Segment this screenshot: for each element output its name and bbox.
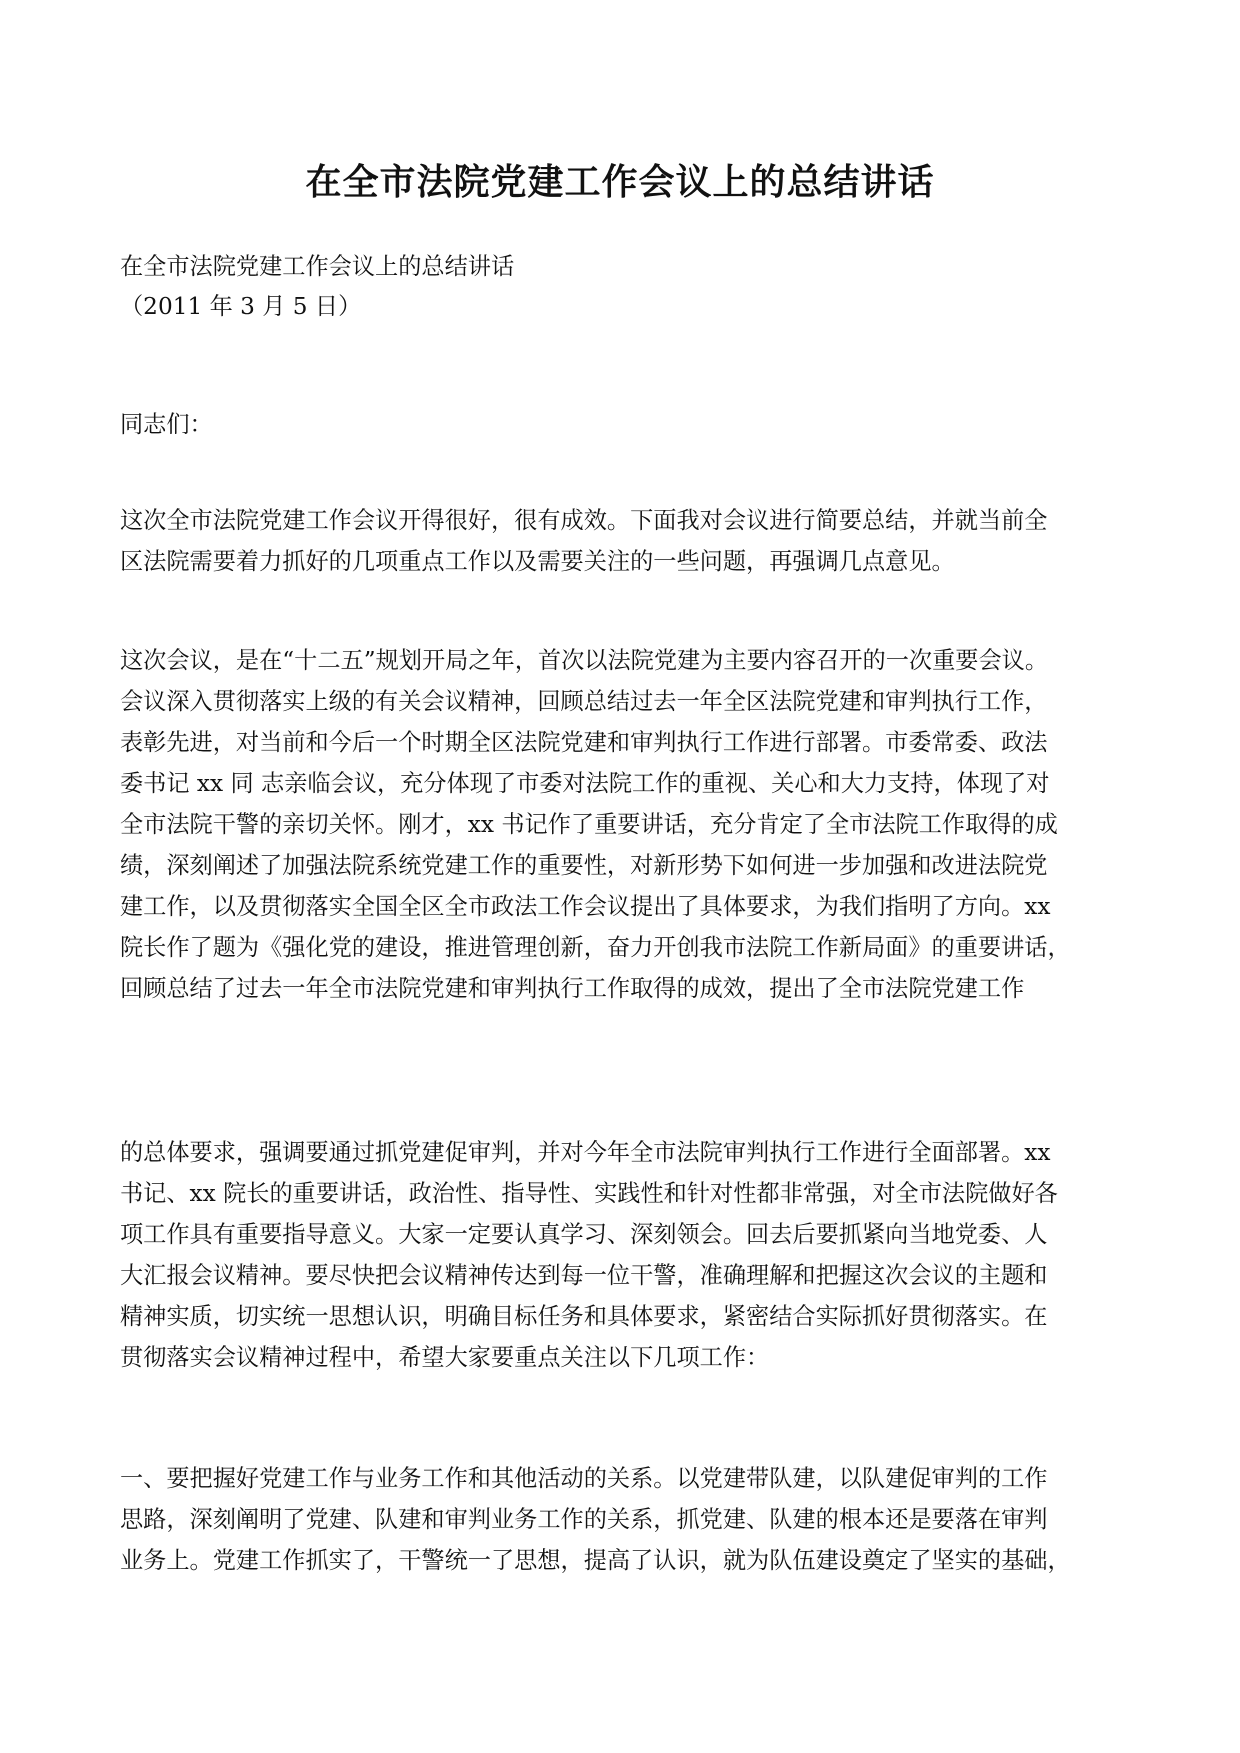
paragraph-line: 的总体要求，强调要通过抓党建促审判，并对今年全市法院审判执行工作进行全面部署。xx [120,1139,1051,1166]
salutation: 同志们： [120,411,213,438]
paragraph-3 [120,1132,1120,1378]
paragraph-2 [120,640,1120,1009]
paragraph-line: 绩，深刻阐述了加强法院系统党建工作的重要性，对新形势下如何进一步加强和改进法院党 [120,852,1048,879]
paragraph-line: 委书记 xx 同 志亲临会议，充分体现了市委对法院工作的重视、关心和大力支持，体现了对 [120,770,1050,797]
paragraph-line: 院长作了题为《强化党的建设，推进管理创新，奋力开创我市法院工作新局面》的重要讲话， [120,934,1071,961]
paragraph-line: 项工作具有重要指导意义。大家一定要认真学习、深刻领会。回去后要抓紧向当地党委、人 [120,1221,1048,1248]
paragraph-4 [120,1458,1120,1581]
paragraph-line: 回顾总结了过去一年全市法院党建和审判执行工作取得的成效，提出了全市法院党建工作 [120,975,1025,1002]
paragraph-line: 大汇报会议精神。要尽快把会议精神传达到每一位干警，准确理解和把握这次会议的主题和 [120,1262,1048,1289]
paragraph-line: 区法院需要着力抓好的几项重点工作以及需要关注的一些问题，再强调几点意见。 [120,548,955,575]
document-title: 在全市法院党建工作会议上的总结讲话 [305,162,935,203]
paragraph-1 [120,500,1120,582]
paragraph-line: 会议深入贯彻落实上级的有关会议精神，回顾总结过去一年全区法院党建和审判执行工作， [120,688,1048,715]
paragraph-line: 业务上。党建工作抓实了，干警统一了思想，提高了认识，就为队伍建设奠定了坚实的基础， [120,1547,1071,1574]
paragraph-line: 一、要把握好党建工作与业务工作和其他活动的关系。以党建带队建，以队建促审判的工作 [120,1465,1048,1492]
paragraph-line: 书记、xx 院长的重要讲话，政治性、指导性、实践性和针对性都非常强，对全市法院做好各 [120,1180,1058,1207]
paragraph-line: 全市法院干警的亲切关怀。刚才，xx 书记作了重要讲话，充分肯定了全市法院工作取得的成 [120,811,1058,838]
paragraph-line: 贯彻落实会议精神过程中，希望大家要重点关注以下几项工作： [120,1344,770,1371]
subtitle: 在全市法院党建工作会议上的总结讲话 [120,253,515,280]
paragraph-line: 表彰先进，对当前和今后一个时期全区法院党建和审判执行工作进行部署。市委常委、政法 [120,729,1048,756]
paragraph-line: 这次会议，是在“十二五”规划开局之年，首次以法院党建为主要内容召开的一次重要会议。 [120,647,1049,674]
date-line: （2011 年 3 月 5 日） [120,293,362,320]
paragraph-line: 这次全市法院党建工作会议开得很好，很有成效。下面我对会议进行简要总结，并就当前全 [120,507,1048,534]
paragraph-line: 思路，深刻阐明了党建、队建和审判业务工作的关系，抓党建、队建的根本还是要落在审判 [120,1506,1048,1533]
paragraph-line: 精神实质，切实统一思想认识，明确目标任务和具体要求，紧密结合实际抓好贯彻落实。在 [120,1303,1048,1330]
paragraph-line: 建工作，以及贯彻落实全国全区全市政法工作会议提出了具体要求，为我们指明了方向。xx [120,893,1051,920]
